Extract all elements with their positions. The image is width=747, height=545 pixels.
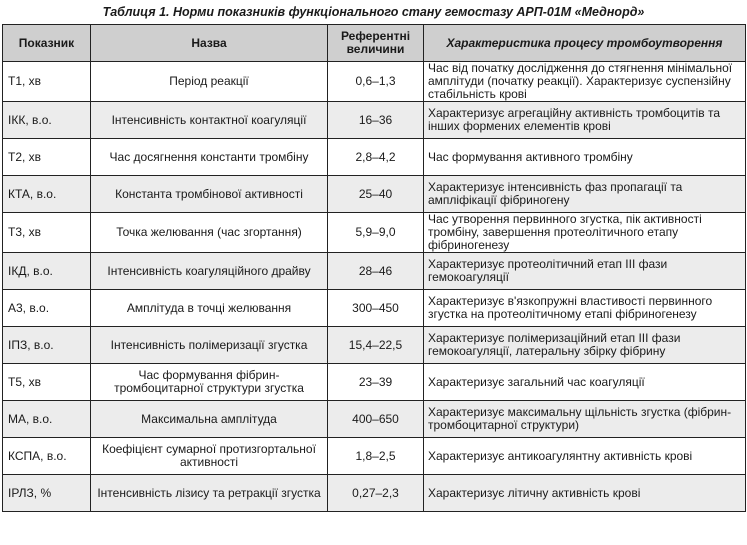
cell-indicator: КСПА, в.о. [3,438,91,475]
cell-reference: 15,4–22,5 [328,327,424,364]
cell-reference: 16–36 [328,102,424,139]
table-row [3,62,746,102]
header-reference-values: Референтні величини [328,25,424,62]
cell-name: Точка желювання (час згортання) [91,213,328,253]
cell-name: Інтенсивність полімеризації згустка [91,327,328,364]
cell-indicator: КТА, в.о. [3,176,91,213]
table-row [3,364,746,401]
cell-indicator: МА, в.о. [3,401,91,438]
header-indicator: Показник [3,25,91,62]
cell-name: Коефіцієнт сумарної протизгортальної активності [91,438,328,475]
cell-characteristic: Характеризує інтенсивність фаз пропагації та ампліфікації фібриногену [424,176,746,213]
table-row [3,438,746,475]
cell-indicator: ІКК, в.о. [3,102,91,139]
cell-indicator: ІРЛЗ, % [3,475,91,512]
cell-reference: 300–450 [328,290,424,327]
table-caption: Таблиця 1. Норми показників функціонального стану гемостазу АРП-01М «Меднорд» [102,5,645,19]
cell-characteristic: Характеризує полімеризаційний етап ІІІ фази гемокоагуляції, латеральну збірку фібрину [424,327,746,364]
cell-characteristic: Характеризує протеолітичний етап ІІІ фази гемокоагуляції [424,253,746,290]
table-row [3,176,746,213]
cell-reference: 1,8–2,5 [328,438,424,475]
cell-characteristic: Характеризує максимальну щільність згустка (фібрин-тромбоцитарної структури) [424,401,746,438]
header-name: Назва [91,25,328,62]
cell-characteristic: Час формування активного тромбіну [424,139,746,176]
cell-characteristic: Час від початку дослідження до стягнення мінімальної амплітуди (початку реакції). Характеризує суспензійну стабільність крові [424,62,746,102]
cell-name: Амплітуда в точці желювання [91,290,328,327]
cell-name: Максимальна амплітуда [91,401,328,438]
table-row [3,475,746,512]
cell-reference: 2,8–4,2 [328,139,424,176]
cell-reference: 400–650 [328,401,424,438]
cell-indicator: Т1, хв [3,62,91,102]
cell-name: Інтенсивність лізису та ретракції згустка [91,475,328,512]
cell-reference: 28–46 [328,253,424,290]
cell-indicator: Т5, хв [3,364,91,401]
cell-name: Інтенсивність коагуляційного драйву [91,253,328,290]
table-row [3,401,746,438]
cell-name: Інтенсивність контактної коагуляції [91,102,328,139]
table-row [3,290,746,327]
cell-name: Константа тромбінової активності [91,176,328,213]
table-row [3,213,746,253]
cell-indicator: ІПЗ, в.о. [3,327,91,364]
cell-indicator: Т3, хв [3,213,91,253]
table-header-row [3,25,746,62]
table-row [3,253,746,290]
cell-characteristic: Характеризує загальний час коагуляції [424,364,746,401]
table-row [3,327,746,364]
cell-characteristic: Характеризує агрегаційну активність тромбоцитів та інших формених елементів крові [424,102,746,139]
cell-name: Час формування фібрин-тромбоцитарної структури згустка [91,364,328,401]
cell-reference: 0,6–1,3 [328,62,424,102]
header-characteristic: Характеристика процесу тромбоутворення [424,25,746,62]
cell-reference: 25–40 [328,176,424,213]
cell-indicator: А3, в.о. [3,290,91,327]
cell-indicator: ІКД, в.о. [3,253,91,290]
table-body [3,62,746,512]
table-row [3,139,746,176]
cell-characteristic: Характеризує в'язкопружні властивості первинного згустка на протеолітичному етапі фібриногенезу [424,290,746,327]
cell-name: Час досягнення константи тромбіну [91,139,328,176]
cell-name: Період реакції [91,62,328,102]
cell-characteristic: Час утворення первинного згустка, пік активності тромбіну, завершення протеолітичного етапу фібриногенезу [424,213,746,253]
hemostasis-norms-table [2,24,746,512]
table-row [3,102,746,139]
cell-indicator: Т2, хв [3,139,91,176]
cell-reference: 0,27–2,3 [328,475,424,512]
cell-reference: 23–39 [328,364,424,401]
cell-reference: 5,9–9,0 [328,213,424,253]
cell-characteristic: Характеризує антикоагулянтну активність крові [424,438,746,475]
cell-characteristic: Характеризує літичну активність крові [424,475,746,512]
